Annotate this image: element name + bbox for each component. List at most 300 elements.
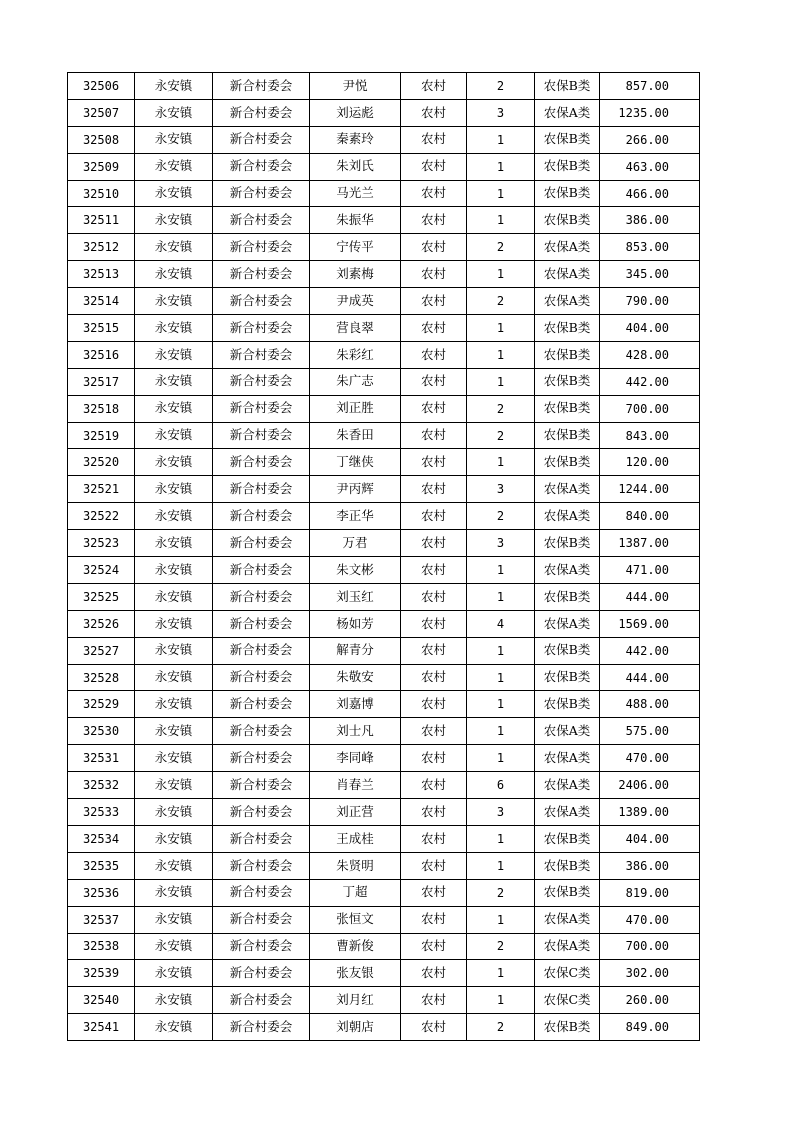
village-committee-cell: 新合村委会 [213,583,310,610]
insurance-category-cell: 农保C类 [535,960,600,987]
village-committee-cell: 新合村委会 [213,637,310,664]
insurance-category-cell: 农保A类 [535,234,600,261]
insurance-category-cell: 农保A类 [535,261,600,288]
table-row [68,664,700,691]
table-row [68,691,700,718]
name-cell: 尹悦 [310,73,401,100]
area-type-cell: 农村 [401,99,467,126]
village-committee-cell: 新合村委会 [213,879,310,906]
insurance-category-cell: 农保B类 [535,180,600,207]
amount-cell: 840.00 [600,503,700,530]
table-row [68,799,700,826]
record-id-cell: 32511 [68,207,135,234]
table-row [68,933,700,960]
village-committee-cell: 新合村委会 [213,261,310,288]
area-type-cell: 农村 [401,476,467,503]
record-id-cell: 32522 [68,503,135,530]
household-size-cell: 1 [467,368,535,395]
town-cell: 永安镇 [135,368,213,395]
insurance-category-cell: 农保B类 [535,422,600,449]
village-committee-cell: 新合村委会 [213,368,310,395]
table-row [68,825,700,852]
amount-cell: 404.00 [600,315,700,342]
insurance-category-cell: 农保B类 [535,1014,600,1041]
household-size-cell: 1 [467,825,535,852]
table-row [68,395,700,422]
area-type-cell: 农村 [401,1014,467,1041]
table-row [68,288,700,315]
household-size-cell: 1 [467,745,535,772]
town-cell: 永安镇 [135,879,213,906]
town-cell: 永安镇 [135,234,213,261]
village-committee-cell: 新合村委会 [213,126,310,153]
amount-cell: 120.00 [600,449,700,476]
record-id-cell: 32529 [68,691,135,718]
household-size-cell: 1 [467,449,535,476]
name-cell: 刘士凡 [310,718,401,745]
household-size-cell: 1 [467,153,535,180]
record-id-cell: 32514 [68,288,135,315]
table-row [68,637,700,664]
area-type-cell: 农村 [401,987,467,1014]
table-row [68,341,700,368]
name-cell: 朱贤明 [310,852,401,879]
household-size-cell: 1 [467,906,535,933]
area-type-cell: 农村 [401,422,467,449]
area-type-cell: 农村 [401,825,467,852]
table-row [68,557,700,584]
insurance-category-cell: 农保A类 [535,503,600,530]
name-cell: 杨如芳 [310,610,401,637]
table-row [68,315,700,342]
village-committee-cell: 新合村委会 [213,422,310,449]
insurance-category-cell: 农保B类 [535,73,600,100]
amount-cell: 1569.00 [600,610,700,637]
area-type-cell: 农村 [401,852,467,879]
village-committee-cell: 新合村委会 [213,99,310,126]
table-row [68,583,700,610]
name-cell: 朱刘氏 [310,153,401,180]
name-cell: 解青分 [310,637,401,664]
name-cell: 尹丙辉 [310,476,401,503]
name-cell: 李同峰 [310,745,401,772]
table-row [68,234,700,261]
area-type-cell: 农村 [401,799,467,826]
town-cell: 永安镇 [135,557,213,584]
insurance-category-cell: 农保A类 [535,799,600,826]
area-type-cell: 农村 [401,583,467,610]
amount-cell: 819.00 [600,879,700,906]
amount-cell: 853.00 [600,234,700,261]
table-row [68,449,700,476]
name-cell: 刘正营 [310,799,401,826]
amount-cell: 428.00 [600,341,700,368]
amount-cell: 345.00 [600,261,700,288]
amount-cell: 444.00 [600,583,700,610]
table-row [68,745,700,772]
name-cell: 宁传平 [310,234,401,261]
insurance-category-cell: 农保A类 [535,99,600,126]
record-id-cell: 32510 [68,180,135,207]
area-type-cell: 农村 [401,664,467,691]
insurance-category-cell: 农保B类 [535,825,600,852]
area-type-cell: 农村 [401,315,467,342]
insurance-category-cell: 农保B类 [535,395,600,422]
village-committee-cell: 新合村委会 [213,745,310,772]
household-size-cell: 1 [467,987,535,1014]
table-row [68,368,700,395]
table-row [68,852,700,879]
table-row [68,960,700,987]
area-type-cell: 农村 [401,288,467,315]
village-committee-cell: 新合村委会 [213,207,310,234]
amount-cell: 386.00 [600,852,700,879]
table-row [68,261,700,288]
amount-cell: 575.00 [600,718,700,745]
village-committee-cell: 新合村委会 [213,1014,310,1041]
table-row [68,476,700,503]
record-id-cell: 32536 [68,879,135,906]
table-row [68,906,700,933]
village-committee-cell: 新合村委会 [213,557,310,584]
village-committee-cell: 新合村委会 [213,395,310,422]
record-id-cell: 32524 [68,557,135,584]
amount-cell: 700.00 [600,395,700,422]
name-cell: 丁超 [310,879,401,906]
household-size-cell: 2 [467,879,535,906]
household-size-cell: 2 [467,933,535,960]
town-cell: 永安镇 [135,637,213,664]
name-cell: 朱广志 [310,368,401,395]
record-id-cell: 32512 [68,234,135,261]
area-type-cell: 农村 [401,879,467,906]
table-row [68,422,700,449]
record-id-cell: 32506 [68,73,135,100]
insurance-category-cell: 农保A类 [535,557,600,584]
household-size-cell: 2 [467,422,535,449]
area-type-cell: 农村 [401,153,467,180]
town-cell: 永安镇 [135,745,213,772]
insurance-category-cell: 农保B类 [535,126,600,153]
record-id-cell: 32518 [68,395,135,422]
amount-cell: 1235.00 [600,99,700,126]
area-type-cell: 农村 [401,261,467,288]
village-committee-cell: 新合村委会 [213,449,310,476]
town-cell: 永安镇 [135,99,213,126]
record-id-cell: 32516 [68,341,135,368]
area-type-cell: 农村 [401,368,467,395]
household-size-cell: 1 [467,960,535,987]
village-committee-cell: 新合村委会 [213,73,310,100]
household-size-cell: 2 [467,73,535,100]
village-committee-cell: 新合村委会 [213,718,310,745]
village-committee-cell: 新合村委会 [213,664,310,691]
insurance-category-cell: 农保A类 [535,906,600,933]
village-committee-cell: 新合村委会 [213,153,310,180]
insurance-category-cell: 农保A类 [535,476,600,503]
record-id-cell: 32515 [68,315,135,342]
household-size-cell: 3 [467,476,535,503]
town-cell: 永安镇 [135,583,213,610]
name-cell: 刘玉红 [310,583,401,610]
household-size-cell: 3 [467,799,535,826]
area-type-cell: 农村 [401,207,467,234]
village-committee-cell: 新合村委会 [213,987,310,1014]
insurance-category-cell: 农保B类 [535,207,600,234]
household-size-cell: 1 [467,637,535,664]
village-committee-cell: 新合村委会 [213,772,310,799]
name-cell: 肖春兰 [310,772,401,799]
household-size-cell: 1 [467,718,535,745]
record-id-cell: 32533 [68,799,135,826]
area-type-cell: 农村 [401,73,467,100]
town-cell: 永安镇 [135,718,213,745]
record-id-cell: 32534 [68,825,135,852]
amount-cell: 1387.00 [600,530,700,557]
town-cell: 永安镇 [135,503,213,530]
record-id-cell: 32508 [68,126,135,153]
insurance-category-cell: 农保A类 [535,288,600,315]
name-cell: 张友银 [310,960,401,987]
village-committee-cell: 新合村委会 [213,852,310,879]
amount-cell: 404.00 [600,825,700,852]
town-cell: 永安镇 [135,987,213,1014]
household-size-cell: 1 [467,261,535,288]
record-id-cell: 32526 [68,610,135,637]
village-committee-cell: 新合村委会 [213,610,310,637]
village-committee-cell: 新合村委会 [213,180,310,207]
insurance-category-cell: 农保B类 [535,449,600,476]
household-size-cell: 2 [467,288,535,315]
household-size-cell: 1 [467,126,535,153]
table-row [68,126,700,153]
name-cell: 朱振华 [310,207,401,234]
town-cell: 永安镇 [135,180,213,207]
amount-cell: 302.00 [600,960,700,987]
name-cell: 万君 [310,530,401,557]
area-type-cell: 农村 [401,610,467,637]
insurance-category-cell: 农保B类 [535,341,600,368]
name-cell: 刘运彪 [310,99,401,126]
town-cell: 永安镇 [135,610,213,637]
town-cell: 永安镇 [135,341,213,368]
insurance-category-cell: 农保B类 [535,879,600,906]
record-id-cell: 32528 [68,664,135,691]
amount-cell: 700.00 [600,933,700,960]
town-cell: 永安镇 [135,852,213,879]
household-size-cell: 3 [467,99,535,126]
insurance-category-cell: 农保B类 [535,315,600,342]
household-size-cell: 1 [467,315,535,342]
town-cell: 永安镇 [135,288,213,315]
record-id-cell: 32538 [68,933,135,960]
town-cell: 永安镇 [135,73,213,100]
name-cell: 朱彩红 [310,341,401,368]
record-id-cell: 32530 [68,718,135,745]
amount-cell: 266.00 [600,126,700,153]
household-size-cell: 2 [467,395,535,422]
town-cell: 永安镇 [135,126,213,153]
amount-cell: 463.00 [600,153,700,180]
town-cell: 永安镇 [135,422,213,449]
town-cell: 永安镇 [135,906,213,933]
name-cell: 朱香田 [310,422,401,449]
town-cell: 永安镇 [135,476,213,503]
name-cell: 秦素玲 [310,126,401,153]
amount-cell: 790.00 [600,288,700,315]
insurance-category-cell: 农保A类 [535,718,600,745]
name-cell: 刘朝店 [310,1014,401,1041]
town-cell: 永安镇 [135,772,213,799]
table-row [68,1014,700,1041]
household-size-cell: 1 [467,557,535,584]
amount-cell: 2406.00 [600,772,700,799]
amount-cell: 470.00 [600,745,700,772]
town-cell: 永安镇 [135,530,213,557]
amount-cell: 857.00 [600,73,700,100]
area-type-cell: 农村 [401,960,467,987]
area-type-cell: 农村 [401,530,467,557]
name-cell: 王成桂 [310,825,401,852]
beneficiary-table [67,72,700,1041]
area-type-cell: 农村 [401,691,467,718]
household-size-cell: 2 [467,1014,535,1041]
household-size-cell: 1 [467,691,535,718]
insurance-category-cell: 农保B类 [535,368,600,395]
insurance-category-cell: 农保B类 [535,153,600,180]
household-size-cell: 1 [467,207,535,234]
table-row [68,718,700,745]
village-committee-cell: 新合村委会 [213,691,310,718]
village-committee-cell: 新合村委会 [213,288,310,315]
area-type-cell: 农村 [401,637,467,664]
town-cell: 永安镇 [135,315,213,342]
household-size-cell: 1 [467,664,535,691]
table-row [68,73,700,100]
area-type-cell: 农村 [401,395,467,422]
insurance-category-cell: 农保B类 [535,664,600,691]
record-id-cell: 32523 [68,530,135,557]
table-row [68,503,700,530]
insurance-category-cell: 农保A类 [535,610,600,637]
household-size-cell: 1 [467,341,535,368]
name-cell: 马光兰 [310,180,401,207]
area-type-cell: 农村 [401,126,467,153]
amount-cell: 488.00 [600,691,700,718]
record-id-cell: 32517 [68,368,135,395]
name-cell: 营良翠 [310,315,401,342]
record-id-cell: 32513 [68,261,135,288]
table-row [68,879,700,906]
area-type-cell: 农村 [401,772,467,799]
village-committee-cell: 新合村委会 [213,530,310,557]
insurance-category-cell: 农保A类 [535,933,600,960]
record-id-cell: 32520 [68,449,135,476]
town-cell: 永安镇 [135,799,213,826]
area-type-cell: 农村 [401,745,467,772]
area-type-cell: 农村 [401,557,467,584]
table-row [68,772,700,799]
town-cell: 永安镇 [135,395,213,422]
table-row [68,180,700,207]
insurance-category-cell: 农保A类 [535,745,600,772]
area-type-cell: 农村 [401,341,467,368]
household-size-cell: 1 [467,583,535,610]
household-size-cell: 1 [467,852,535,879]
area-type-cell: 农村 [401,234,467,261]
amount-cell: 470.00 [600,906,700,933]
village-committee-cell: 新合村委会 [213,799,310,826]
village-committee-cell: 新合村委会 [213,960,310,987]
town-cell: 永安镇 [135,153,213,180]
village-committee-cell: 新合村委会 [213,341,310,368]
table-body [68,73,700,1041]
amount-cell: 849.00 [600,1014,700,1041]
record-id-cell: 32535 [68,852,135,879]
household-size-cell: 2 [467,234,535,261]
town-cell: 永安镇 [135,691,213,718]
record-id-cell: 32539 [68,960,135,987]
insurance-category-cell: 农保B类 [535,852,600,879]
household-size-cell: 2 [467,503,535,530]
household-size-cell: 4 [467,610,535,637]
record-id-cell: 32521 [68,476,135,503]
town-cell: 永安镇 [135,1014,213,1041]
table-row [68,610,700,637]
village-committee-cell: 新合村委会 [213,315,310,342]
area-type-cell: 农村 [401,933,467,960]
town-cell: 永安镇 [135,207,213,234]
table-row [68,99,700,126]
record-id-cell: 32531 [68,745,135,772]
name-cell: 尹成英 [310,288,401,315]
amount-cell: 386.00 [600,207,700,234]
household-size-cell: 6 [467,772,535,799]
household-size-cell: 3 [467,530,535,557]
name-cell: 朱文彬 [310,557,401,584]
insurance-category-cell: 农保B类 [535,637,600,664]
village-committee-cell: 新合村委会 [213,234,310,261]
village-committee-cell: 新合村委会 [213,825,310,852]
record-id-cell: 32527 [68,637,135,664]
table-row [68,207,700,234]
record-id-cell: 32519 [68,422,135,449]
amount-cell: 466.00 [600,180,700,207]
table-row [68,530,700,557]
name-cell: 刘嘉博 [310,691,401,718]
insurance-category-cell: 农保C类 [535,987,600,1014]
area-type-cell: 农村 [401,503,467,530]
name-cell: 张恒文 [310,906,401,933]
amount-cell: 260.00 [600,987,700,1014]
town-cell: 永安镇 [135,261,213,288]
record-id-cell: 32525 [68,583,135,610]
town-cell: 永安镇 [135,933,213,960]
table-row [68,987,700,1014]
town-cell: 永安镇 [135,664,213,691]
village-committee-cell: 新合村委会 [213,906,310,933]
town-cell: 永安镇 [135,825,213,852]
name-cell: 朱敬安 [310,664,401,691]
record-id-cell: 32541 [68,1014,135,1041]
amount-cell: 471.00 [600,557,700,584]
amount-cell: 1389.00 [600,799,700,826]
name-cell: 刘正胜 [310,395,401,422]
town-cell: 永安镇 [135,960,213,987]
record-id-cell: 32537 [68,906,135,933]
area-type-cell: 农村 [401,906,467,933]
insurance-category-cell: 农保A类 [535,772,600,799]
